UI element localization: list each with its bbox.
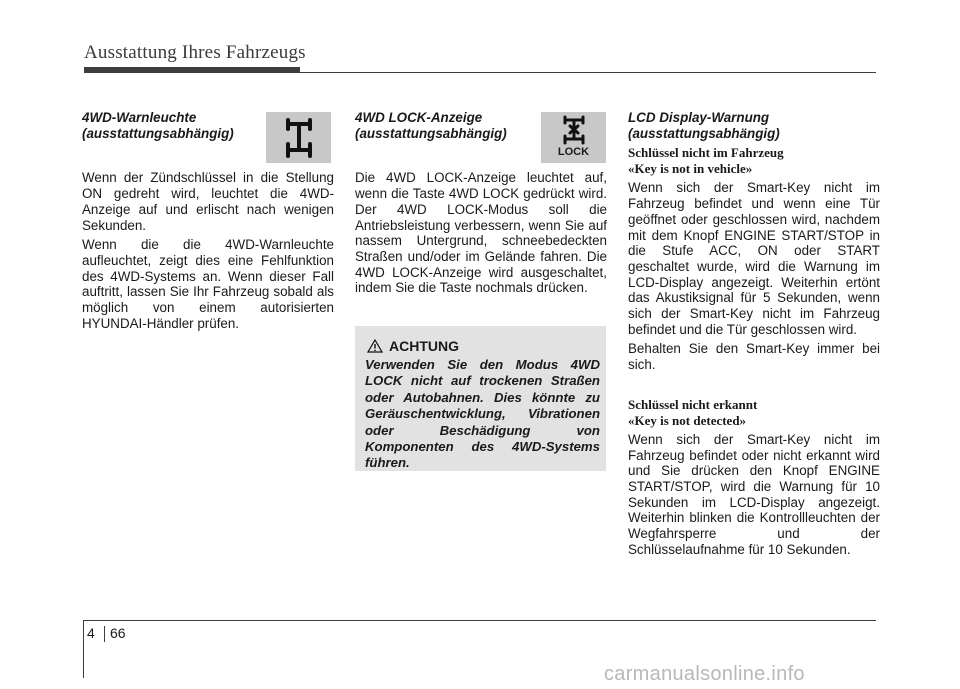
subsection-subtitle: «Key is not detected» <box>628 412 747 428</box>
caution-box <box>355 326 606 471</box>
paragraph: Die 4WD LOCK-Anzeige leuchtet auf, wenn die Taste 4WD LOCK gedrückt wird. Der 4WD LOCK-Modus soll die Antriebsleistung verbessern, wenn Sie auf nassem Untergrund, schneebedeckten Straßen und/oder im Gelände fahren. Die 4WD LOCK-Anzeige wird ausgeschaltet, indem Sie die Taste nochmals drücken. <box>355 170 607 296</box>
section-number: 4 <box>87 625 95 641</box>
footer-rule-vertical <box>83 620 84 678</box>
paragraph: Behalten Sie den Smart-Key immer bei sich. <box>628 341 880 373</box>
caution-text: Verwenden Sie den Modus 4WD LOCK nicht auf trockenen Straßen oder Autobahnen. Dies könnte zu Geräuschentwicklung, Vibrationen oder Beschädigung von Komponenten des 4WD-Systems führen. <box>365 357 600 471</box>
lock-label: LOCK <box>557 146 590 158</box>
page-number: 66 <box>110 625 126 641</box>
section-heading-lcd-warning: LCD Display-Warnung (ausstattungsabhängig) <box>628 110 780 141</box>
section-heading-4wd-lock: 4WD LOCK-Anzeige (ausstattungsabhängig) <box>355 110 507 141</box>
footer-rule <box>83 620 876 621</box>
paragraph: Wenn sich der Smart-Key nicht im Fahrzeug befindet und wenn eine Tür geöffnet oder geschlossen wird, nachdem mit dem Knopf ENGINE START/STOP in die Stufe ACC, ON oder START geschaltet wurde, wird die Warnung im LCD-Display angezeigt. Weiterhin ertönt das Akustiksignal für 5 Sekunden, wenn sich der Smart-Key nicht im Fahrzeug befindet und die Tür geschlossen wird. <box>628 180 880 337</box>
page-header-title: Ausstattung Ihres Fahrzeugs <box>84 42 306 63</box>
warning-triangle-icon <box>367 339 383 353</box>
subsection-title: Schlüssel nicht erkannt <box>628 396 758 412</box>
column-lcd-warning <box>628 110 880 561</box>
section-heading-4wd-warning: 4WD-Warnleuchte (ausstattungsabhängig) <box>82 110 234 141</box>
subsection-subtitle: «Key is not in vehicle» <box>628 161 753 177</box>
watermark: carmanualsonline.info <box>604 663 805 685</box>
caution-title: ACHTUNG <box>389 338 459 354</box>
footer-divider <box>104 626 105 642</box>
header-rule <box>84 72 876 73</box>
paragraph: Wenn der Zündschlüssel in die Stellung ON gedreht wird, leuchtet die 4WD-Anzeige auf und erlischt nach wenigen Sekunden. <box>82 170 334 233</box>
subsection-title: Schlüssel nicht im Fahrzeug <box>628 145 784 161</box>
column-4wd-lock <box>355 110 607 300</box>
paragraph: Wenn die die 4WD-Warnleuchte aufleuchtet, zeigt dies eine Fehlfunktion des 4WD-Systems an. Wenn dieser Fall auftritt, lassen Sie Ihr Fahrzeug sobald als möglich von einem autorisierten HYUNDAI-Händler prüfen. <box>82 237 334 331</box>
paragraph: Wenn sich der Smart-Key nicht im Fahrzeug befindet oder nicht erkannt wird und Sie drücken den Knopf ENGINE START/STOP, wird die Warnung für 10 Sekunden im LCD-Display angezeigt. Weiterhin blinken die Kontrollleuchten der Wegfahrsperre und der Schlüsselaufnahme für 10 Sekunden. <box>628 431 880 557</box>
column-4wd-warning <box>82 110 334 335</box>
